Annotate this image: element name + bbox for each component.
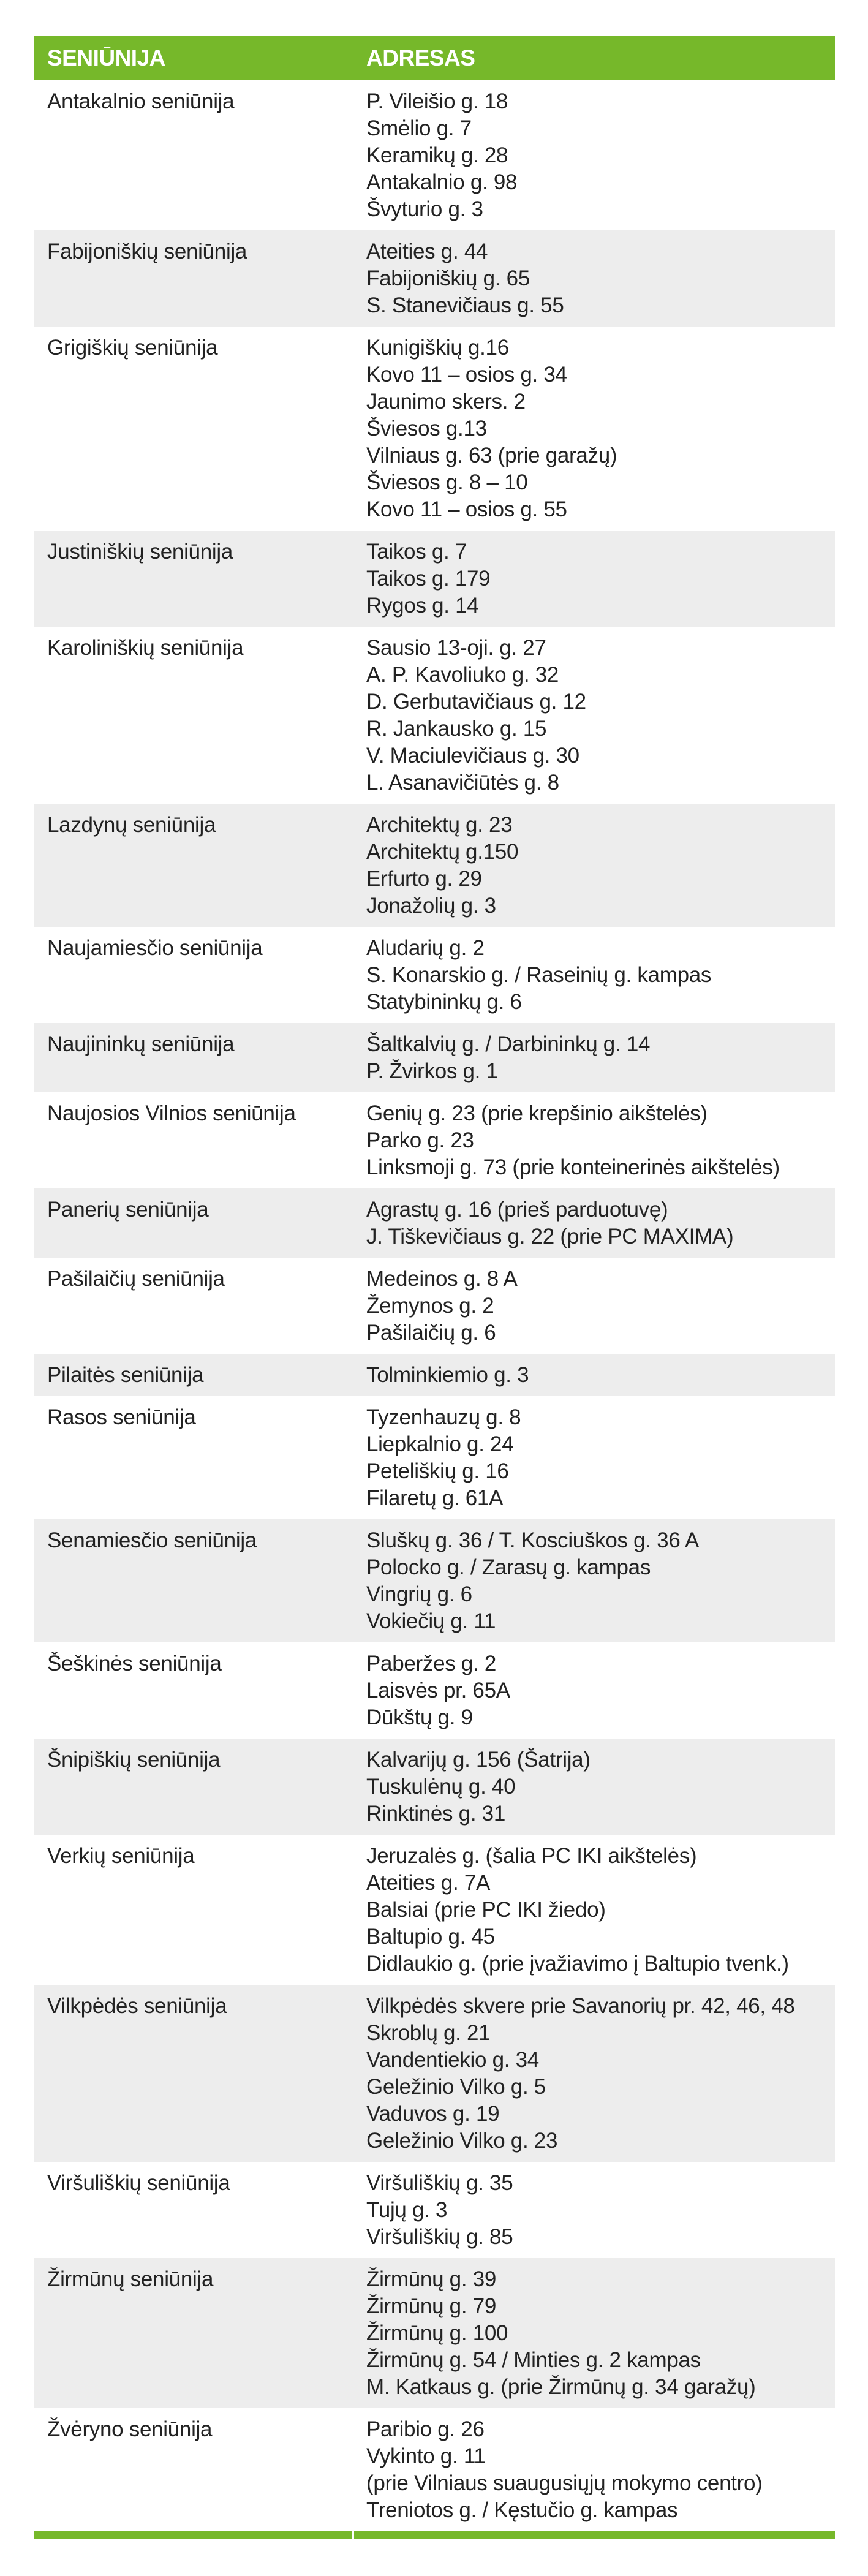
adresas-cell <box>366 88 835 223</box>
adresas-cell <box>366 334 835 523</box>
address-line: S. Stanevičiaus g. 55 <box>366 293 564 317</box>
address-line: Geležinio Vilko g. 5 <box>366 2075 546 2099</box>
address-line: V. Maciulevičiaus g. 30 <box>366 744 579 768</box>
address-line: Treniotos g. / Kęstučio g. kampas <box>366 2498 678 2522</box>
seniunija-cell: Pilaitės seniūnija <box>47 1363 204 1387</box>
address-line: Paberžes g. 2 <box>366 1652 497 1675</box>
table-body <box>34 80 835 2531</box>
seniunija-cell: Justiniškių seniūnija <box>47 540 233 564</box>
table-row <box>34 531 835 627</box>
address-line: S. Konarskio g. / Raseinių g. kampas <box>366 963 712 987</box>
table-row <box>34 2408 835 2531</box>
address-line: Antakalnio g. 98 <box>366 170 518 194</box>
adresas-cell <box>366 935 835 1016</box>
address-line: Statybininkų g. 6 <box>366 990 522 1014</box>
adresas-cell <box>366 635 835 796</box>
adresas-cell <box>366 538 835 619</box>
bottom-border-segment-right <box>354 2531 835 2539</box>
adresas-cell <box>366 812 835 920</box>
seniunija-cell: Antakalnio seniūnija <box>47 89 235 113</box>
address-line: P. Žvirkos g. 1 <box>366 1059 498 1083</box>
adresas-cell <box>366 1404 835 1512</box>
address-line: Linksmoji g. 73 (prie konteinerinės aikštelės) <box>366 1155 780 1179</box>
address-line: Tuskulėnų g. 40 <box>366 1775 516 1799</box>
address-line: Erfurto g. 29 <box>366 867 482 891</box>
address-line: Parko g. 23 <box>366 1128 474 1152</box>
address-line: Žirmūnų g. 79 <box>366 2294 497 2318</box>
address-line: Žemynos g. 2 <box>366 1294 494 1318</box>
table-row <box>34 2162 835 2258</box>
address-line: Švyturio g. 3 <box>366 197 483 221</box>
adresas-cell <box>366 2170 835 2251</box>
address-line: Pašilaičių g. 6 <box>366 1321 496 1345</box>
address-line: Liepkalnio g. 24 <box>366 1432 514 1456</box>
address-line: M. Katkaus g. (prie Žirmūnų g. 34 garažų) <box>366 2375 756 2399</box>
address-line: Paribio g. 26 <box>366 2417 485 2441</box>
table-row <box>34 2258 835 2408</box>
address-line: Smėlio g. 7 <box>366 116 472 140</box>
address-line: Filaretų g. 61A <box>366 1486 504 1510</box>
seniunija-cell: Fabijoniškių seniūnija <box>47 240 247 263</box>
address-line: Taikos g. 179 <box>366 567 491 591</box>
address-line: Vokiečių g. 11 <box>366 1609 496 1633</box>
table-row <box>34 1985 835 2162</box>
seniunija-cell: Vilkpėdės seniūnija <box>47 1994 227 2018</box>
address-line: Žirmūnų g. 100 <box>366 2321 508 2345</box>
address-line: Šaltkalvių g. / Darbininkų g. 14 <box>366 1032 651 1056</box>
table-row <box>34 1092 835 1188</box>
adresas-cell <box>366 1650 835 1731</box>
table-row <box>34 1642 835 1739</box>
address-line: (prie Vilniaus suaugusiųjų mokymo centro) <box>366 2471 763 2495</box>
seniunija-cell: Senamiesčio seniūnija <box>47 1528 257 1552</box>
seniunija-cell: Panerių seniūnija <box>47 1198 209 1222</box>
address-line: D. Gerbutavičiaus g. 12 <box>366 690 586 714</box>
table-row <box>34 1739 835 1835</box>
seniunija-cell: Karoliniškių seniūnija <box>47 636 244 660</box>
seniunija-cell: Žirmūnų seniūnija <box>47 2267 214 2291</box>
address-line: Sluškų g. 36 / T. Kosciuškos g. 36 A <box>366 1528 700 1552</box>
seniunija-cell: Rasos seniūnija <box>47 1405 196 1429</box>
address-line: Jeruzalės g. (šalia PC IKI aikštelės) <box>366 1844 697 1868</box>
adresas-cell <box>366 2266 835 2401</box>
bottom-border-segment-left <box>34 2531 352 2539</box>
address-line: Didlaukio g. (prie įvažiavimo į Baltupio tvenk.) <box>366 1952 789 1976</box>
seniunija-cell: Viršuliškių seniūnija <box>47 2171 230 2195</box>
address-line: Jaunimo skers. 2 <box>366 390 526 414</box>
address-line: A. P. Kavoliuko g. 32 <box>366 663 559 687</box>
address-line: Keramikų g. 28 <box>366 143 508 167</box>
column-header-adresas: ADRESAS <box>366 45 475 70</box>
adresas-cell <box>366 1527 835 1635</box>
address-line: Medeinos g. 8 A <box>366 1267 518 1291</box>
address-line: Vandentiekio g. 34 <box>366 2048 539 2072</box>
address-line: Architektų g.150 <box>366 840 519 864</box>
adresas-cell <box>366 1100 835 1181</box>
address-line: Skroblų g. 21 <box>366 2021 491 2045</box>
adresas-cell <box>366 238 835 319</box>
address-line: Sausio 13-oji. g. 27 <box>366 636 546 660</box>
address-line: Ateities g. 44 <box>366 240 488 263</box>
adresas-cell <box>366 1266 835 1347</box>
address-line: P. Vileišio g. 18 <box>366 89 508 113</box>
address-line: Žirmūnų g. 39 <box>366 2267 497 2291</box>
address-line: Agrastų g. 16 (prieš parduotuvę) <box>366 1198 668 1222</box>
table-bottom-border <box>34 2531 835 2539</box>
table-row <box>34 327 835 531</box>
table-row <box>34 1396 835 1519</box>
address-line: Kunigiškių g.16 <box>366 336 509 360</box>
adresas-cell <box>366 1843 835 1977</box>
address-line: Baltupio g. 45 <box>366 1925 495 1949</box>
table-row <box>34 1519 835 1642</box>
seniunija-cell: Grigiškių seniūnija <box>47 336 218 360</box>
table-row <box>34 1354 835 1396</box>
adresas-cell <box>366 1747 835 1827</box>
elderships-address-table <box>34 36 835 2539</box>
seniunija-cell: Naujamiesčio seniūnija <box>47 936 263 960</box>
address-line: Šviesos g. 8 – 10 <box>366 470 528 494</box>
table-row <box>34 1258 835 1354</box>
address-line: R. Jankausko g. 15 <box>366 717 547 741</box>
address-line: Taikos g. 7 <box>366 540 467 564</box>
seniunija-cell: Šeškinės seniūnija <box>47 1652 222 1675</box>
address-line: Vingrių g. 6 <box>366 1582 472 1606</box>
address-line: Vilkpėdės skvere prie Savanorių pr. 42, 46, 48 <box>366 1994 795 2018</box>
address-line: Vaduvos g. 19 <box>366 2102 500 2126</box>
seniunija-cell: Lazdynų seniūnija <box>47 813 216 837</box>
adresas-cell <box>366 2416 835 2524</box>
address-line: Tolminkiemio g. 3 <box>366 1363 529 1387</box>
address-line: Viršuliškių g. 35 <box>366 2171 513 2195</box>
table-header-row <box>34 36 835 80</box>
seniunija-cell: Verkių seniūnija <box>47 1844 195 1868</box>
address-line: Architektų g. 23 <box>366 813 513 837</box>
seniunija-cell: Naujininkų seniūnija <box>47 1032 235 1056</box>
table-row <box>34 627 835 804</box>
address-line: Viršuliškių g. 85 <box>366 2225 513 2249</box>
address-line: Kovo 11 – osios g. 55 <box>366 497 567 521</box>
table-row <box>34 1188 835 1258</box>
address-line: Fabijoniškių g. 65 <box>366 266 530 290</box>
seniunija-cell: Pašilaičių seniūnija <box>47 1267 225 1291</box>
address-line: Genių g. 23 (prie krepšinio aikštelės) <box>366 1101 708 1125</box>
table-row <box>34 804 835 927</box>
address-line: Aludarių g. 2 <box>366 936 485 960</box>
adresas-cell <box>366 1196 835 1250</box>
address-line: J. Tiškevičiaus g. 22 (prie PC MAXIMA) <box>366 1225 734 1248</box>
address-line: Rinktinės g. 31 <box>366 1802 506 1826</box>
address-line: Balsiai (prie PC IKI žiedo) <box>366 1898 606 1922</box>
adresas-cell <box>366 1993 835 2155</box>
address-line: Tujų g. 3 <box>366 2198 448 2222</box>
address-line: Vykinto g. 11 <box>366 2444 486 2468</box>
address-line: Kovo 11 – osios g. 34 <box>366 363 567 387</box>
table-row <box>34 80 835 230</box>
address-line: Vilniaus g. 63 (prie garažų) <box>366 444 617 467</box>
adresas-cell <box>366 1031 835 1085</box>
seniunija-cell: Naujosios Vilnios seniūnija <box>47 1101 296 1125</box>
address-line: Peteliškių g. 16 <box>366 1459 509 1483</box>
address-line: Šviesos g.13 <box>366 417 487 440</box>
column-header-seniunija: SENIŪNIJA <box>47 45 165 70</box>
address-line: Dūkštų g. 9 <box>366 1705 473 1729</box>
address-line: Polocko g. / Zarasų g. kampas <box>366 1555 651 1579</box>
address-line: Kalvarijų g. 156 (Šatrija) <box>366 1748 591 1772</box>
address-line: Jonažolių g. 3 <box>366 894 496 918</box>
table-row <box>34 927 835 1023</box>
table-row <box>34 1023 835 1092</box>
address-line: Žirmūnų g. 54 / Minties g. 2 kampas <box>366 2348 701 2372</box>
address-line: Geležinio Vilko g. 23 <box>366 2129 558 2153</box>
seniunija-cell: Žvėryno seniūnija <box>47 2417 213 2441</box>
address-line: Laisvės pr. 65A <box>366 1679 510 1702</box>
address-line: Ateities g. 7A <box>366 1871 491 1895</box>
address-line: Rygos g. 14 <box>366 594 479 618</box>
address-line: L. Asanavičiūtės g. 8 <box>366 771 559 795</box>
table-row <box>34 1835 835 1985</box>
address-line: Tyzenhauzų g. 8 <box>366 1405 521 1429</box>
table-row <box>34 230 835 327</box>
seniunija-cell: Šnipiškių seniūnija <box>47 1748 221 1772</box>
adresas-cell <box>366 1362 835 1389</box>
